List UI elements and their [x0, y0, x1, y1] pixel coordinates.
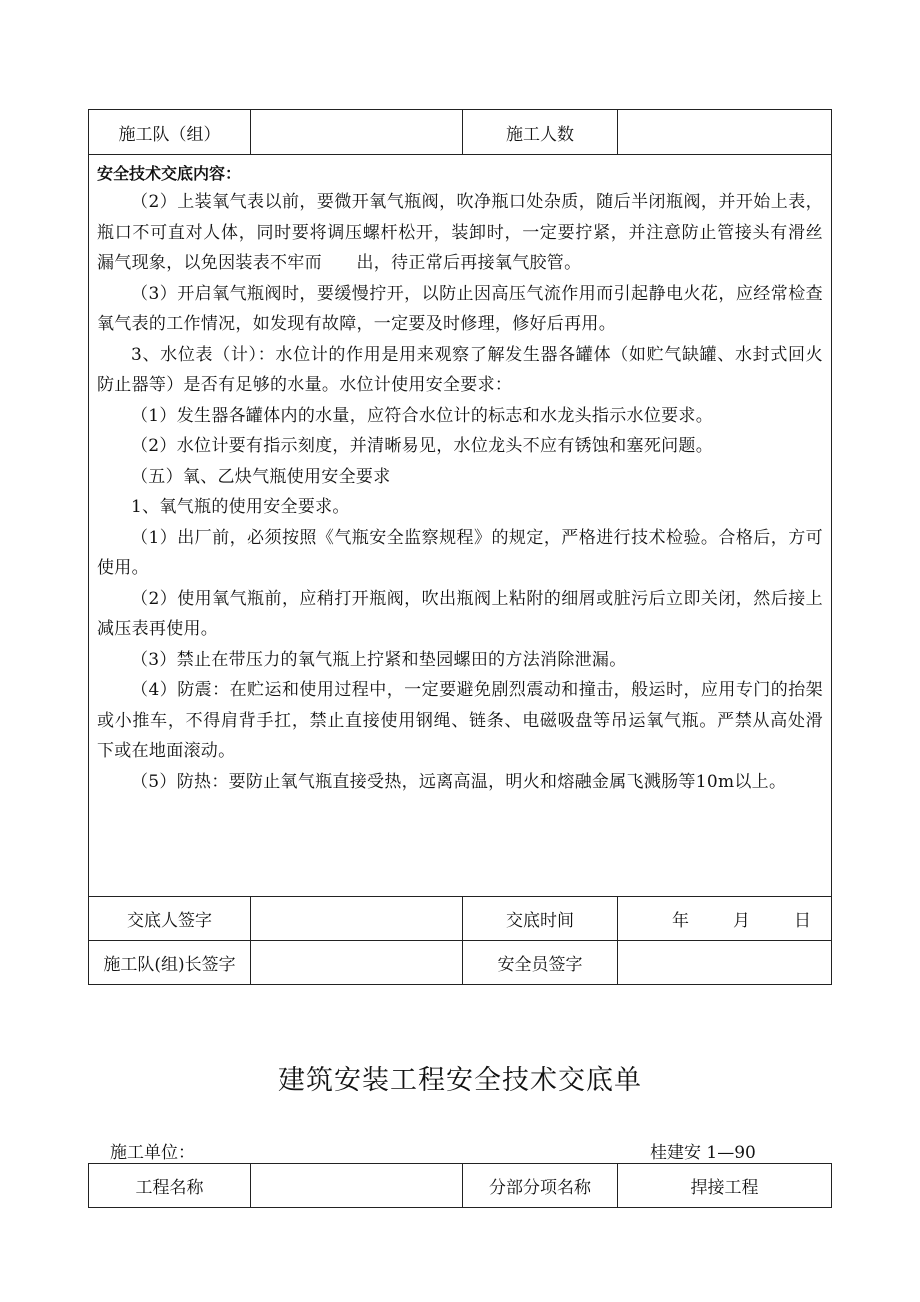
- time-label: 交底时间: [463, 897, 618, 940]
- paragraph: （1）出厂前，必须按照《气瓶安全监察规程》的规定，严格进行技术检验。合格后，方可使用。: [97, 527, 823, 578]
- paragraph: （2）使用氧气瓶前，应稍打开瓶阀，吹出瓶阀上粘附的细屑或脏污后立即关闭，然后接上减压表再使用。: [97, 588, 823, 639]
- discloser-label: 交底人签字: [89, 897, 251, 940]
- leader-label: 施工队(组)长签字: [89, 941, 251, 984]
- paragraph: （3）禁止在带压力的氧气瓶上拧紧和垫园螺田的方法消除泄漏。: [131, 649, 627, 670]
- paragraph: 1、氧气瓶的使用安全要求。: [131, 497, 350, 517]
- disclosure-table-bottom: [88, 1163, 832, 1208]
- date-month: 月: [733, 911, 750, 931]
- project-name-label: 工程名称: [89, 1164, 251, 1207]
- paragraph: （2）水位计要有指示刻度，并清晰易见，水位龙头不应有锈蚀和塞死问题。: [131, 436, 714, 456]
- disclosure-content: [89, 155, 831, 897]
- sub-item-value: 捍接工程: [690, 1178, 759, 1198]
- content-heading: 安全技术交底内容：: [97, 164, 242, 183]
- sub-item-label: 分部分项名称: [463, 1164, 618, 1207]
- discloser-signature: [251, 897, 463, 940]
- paragraph: （2）上装氧气表以前，要微开氧气瓶阀，吹净瓶口处杂质，随后半闭瓶阀，并开始上表，瓶口不可直对人体，同时要将调压螺杆松开，装卸时，一定要拧紧，并注意防止管接头有滑丝漏气现象，以免因装表不牢而 出，待正常后再接氧气胶管。: [97, 192, 823, 273]
- discloser-row: [89, 897, 831, 941]
- leader-row: [89, 941, 831, 984]
- date-day: 日: [794, 911, 811, 931]
- form-code: 桂建安 1—90: [650, 1143, 756, 1163]
- safety-officer-signature: [618, 941, 831, 984]
- project-name-value: [251, 1164, 463, 1207]
- paragraph: （五）氧、乙炔气瓶使用安全要求: [131, 466, 391, 487]
- paragraph: （4）防震：在贮运和使用过程中，一定要避免剧烈震动和撞击，般运时，应用专门的抬架或小推车，不得肩背手扛，禁止直接使用钢绳、链条、电磁吸盘等吊运氧气瓶。严禁从高处滑下或在地面滚动。: [97, 680, 823, 761]
- paragraph: （1）发生器各罐体内的水量，应符合水位计的标志和水龙头指示水位要求。: [131, 405, 714, 426]
- project-row: [89, 1164, 831, 1207]
- disclosure-table-top: [88, 109, 832, 985]
- leader-signature: [251, 941, 463, 984]
- paragraph: 3、水位表（计）：水位计的作用是用来观察了解发生器各罐体（如贮气缺罐、水封式回火防止器等）是否有足够的水量。水位计使用安全要求：: [97, 344, 823, 395]
- team-row: [89, 110, 831, 155]
- workers-label: 施工人数: [463, 110, 618, 154]
- unit-label: 施工单位：: [110, 1143, 195, 1163]
- workers-value: [618, 110, 831, 154]
- paragraph: （3）开启氧气瓶阀时，要缓慢拧开，以防止因高压气流作用而引起静电火花，应经常检查氧气表的工作情况，如发现有故障，一定要及时修理，修好后再用。: [97, 283, 823, 334]
- date-year: 年: [672, 911, 689, 931]
- team-label: 施工队（组）: [89, 110, 251, 154]
- document-title: 建筑安装工程安全技术交底单: [278, 1065, 642, 1096]
- paragraph: （5）防热：要防止氧气瓶直接受热，远离高温，明火和熔融金属飞溅肠等10m以上。: [131, 771, 787, 792]
- team-value: [251, 110, 463, 154]
- disclosure-date: [618, 897, 831, 940]
- safety-officer-label: 安全员签字: [463, 941, 618, 984]
